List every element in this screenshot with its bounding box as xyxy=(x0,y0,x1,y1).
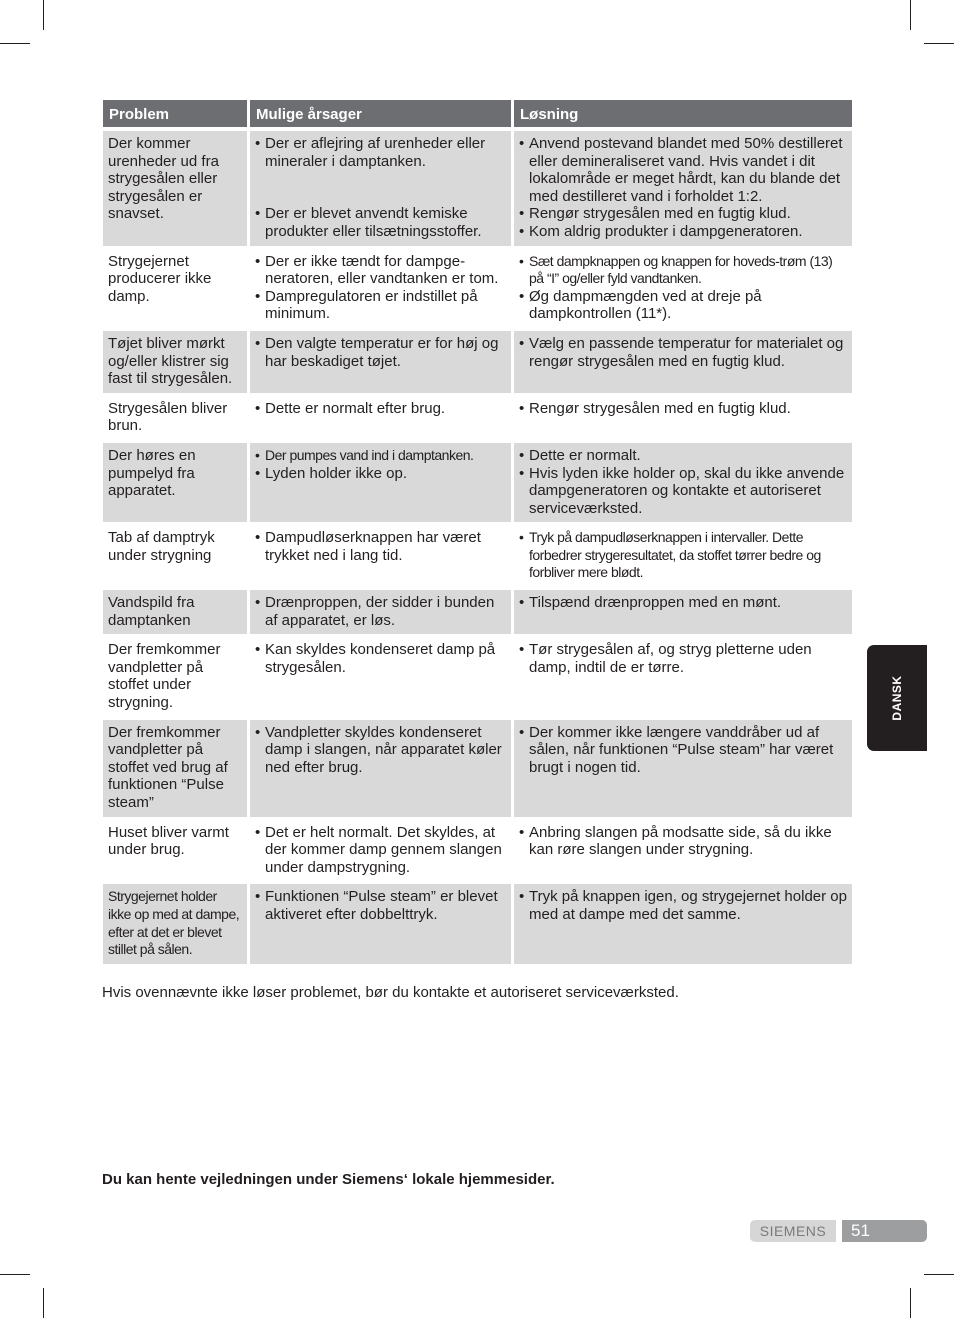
solution-item: • Rengør strygesålen med en fugtig klud. xyxy=(519,400,847,418)
solution-cell xyxy=(514,817,852,882)
cause-item: • Der er blevet anvendt kemiske produkter eller tilsætningsstoffer. xyxy=(255,205,506,240)
problem-cell: Strygesålen bliver brun. xyxy=(103,393,247,440)
table-row xyxy=(103,246,852,328)
cause-item: • Den valgte temperatur er for høj og har beskadiget tøjet. xyxy=(255,335,506,370)
table-row xyxy=(103,817,852,882)
language-tab-label: DANSK xyxy=(890,675,904,721)
causes-cell xyxy=(250,328,511,393)
problem-cell: Der kommer urenheder ud fra strygesålen eller strygesålen er snavset. xyxy=(103,127,247,246)
header-solution: Løsning xyxy=(514,100,852,127)
causes-cell xyxy=(250,717,511,817)
solution-cell xyxy=(514,246,852,328)
closing-note: Hvis ovennævnte ikke løser problemet, bør du kontakte et autoriseret serviceværksted. xyxy=(102,984,679,1001)
solution-item: • Hvis lyden ikke holder op, skal du ikke anvende dampgeneratoren og kontakte et autoriseret serviceværksted. xyxy=(519,465,847,518)
causes-cell xyxy=(250,440,511,522)
solution-cell xyxy=(514,127,852,246)
problem-cell: Der høres en pumpelyd fra apparatet. xyxy=(103,440,247,522)
solution-item: • Dette er normalt. xyxy=(519,447,847,465)
crop-mark xyxy=(924,43,954,44)
crop-mark xyxy=(910,1288,911,1318)
download-note: Du kan hente vejledningen under Siemens‘ lokale hjemmesider. xyxy=(102,1171,555,1188)
cause-item: • Der er ikke tændt for dampge-neratoren, eller vandtanken er tom. xyxy=(255,253,506,288)
table-row xyxy=(103,328,852,393)
crop-mark xyxy=(0,1274,30,1275)
solution-item: • Sæt dampknappen og knappen for hoveds-trøm (13) på “I” og/eller fyld vandtanken. xyxy=(519,253,847,288)
problem-cell: Tab af damptryk under strygning xyxy=(103,522,247,587)
causes-cell xyxy=(250,246,511,328)
solution-cell xyxy=(514,717,852,817)
table-header-row xyxy=(103,100,852,127)
solution-item: • Tryk på dampudløserknappen i intervaller. Dette forbedrer strygeresultatet, da stoffet tørrer bedre og forbliver mere blødt. xyxy=(519,529,847,582)
solution-item: • Anbring slangen på modsatte side, så du ikke kan røre slangen under strygning. xyxy=(519,824,847,859)
problem-cell: Vandspild fra damptanken xyxy=(103,587,247,634)
crop-mark xyxy=(910,0,911,30)
table-row xyxy=(103,587,852,634)
page-number: 51 xyxy=(842,1220,927,1242)
header-causes: Mulige årsager xyxy=(250,100,511,127)
crop-mark xyxy=(43,0,44,30)
causes-cell xyxy=(250,393,511,440)
problem-cell: Der fremkommer vandpletter på stoffet ved brug af funktionen “Pulse steam” xyxy=(103,717,247,817)
solution-item: • Øg dampmængden ved at dreje på dampkontrollen (11*). xyxy=(519,288,847,323)
solution-item: • Der kommer ikke længere vanddråber ud af sålen, når funktionen “Pulse steam” har været brugt i nogen tid. xyxy=(519,724,847,777)
cause-item: • Kan skyldes kondenseret damp på strygesålen. xyxy=(255,641,506,676)
solution-cell xyxy=(514,522,852,587)
troubleshooting-table xyxy=(100,100,855,964)
solution-cell xyxy=(514,634,852,716)
problem-cell: Der fremkommer vandpletter på stoffet under strygning. xyxy=(103,634,247,716)
cause-item: • Dette er normalt efter brug. xyxy=(255,400,506,418)
problem-cell: Huset bliver varmt under brug. xyxy=(103,817,247,882)
table-row xyxy=(103,717,852,817)
problem-cell: Strygejernet holder ikke op med at dampe, efter at det er blevet stillet på sålen. xyxy=(103,881,247,963)
crop-mark xyxy=(43,1288,44,1318)
footer-brand: SIEMENS xyxy=(750,1220,836,1242)
cause-item: • Det er helt normalt. Det skyldes, at der kommer damp gennem slangen under dampstrygning. xyxy=(255,824,506,877)
solution-item: • Vælg en passende temperatur for materialet og rengør strygesålen med en fugtig klud. xyxy=(519,335,847,370)
cause-item: • Dampudløserknappen har været trykket ned i lang tid. xyxy=(255,529,506,564)
table-row xyxy=(103,127,852,246)
table-row xyxy=(103,522,852,587)
table-row xyxy=(103,440,852,522)
solution-cell xyxy=(514,440,852,522)
causes-cell xyxy=(250,587,511,634)
table-row xyxy=(103,881,852,963)
causes-cell xyxy=(250,522,511,587)
cause-item: • Lyden holder ikke op. xyxy=(255,465,506,483)
causes-cell xyxy=(250,817,511,882)
cause-item: • Dampregulatoren er indstillet på minimum. xyxy=(255,288,506,323)
solution-cell xyxy=(514,328,852,393)
solution-cell xyxy=(514,881,852,963)
solution-cell xyxy=(514,393,852,440)
solution-cell xyxy=(514,587,852,634)
solution-item: • Rengør strygesålen med en fugtig klud. xyxy=(519,205,847,223)
cause-item: • Der pumpes vand ind i damptanken. xyxy=(255,447,506,465)
problem-cell: Tøjet bliver mørkt og/eller klistrer sig fast til strygesålen. xyxy=(103,328,247,393)
cause-item: • Drænproppen, der sidder i bunden af apparatet, er løs. xyxy=(255,594,506,629)
language-tab xyxy=(867,645,927,751)
cause-item: • Der er aflejring af urenheder eller mineraler i damptanken. xyxy=(255,135,506,170)
problem-cell: Strygejernet producerer ikke damp. xyxy=(103,246,247,328)
solution-item: • Tryk på knappen igen, og strygejernet holder op med at dampe med det samme. xyxy=(519,888,847,923)
header-problem: Problem xyxy=(103,100,247,127)
cause-item: • Funktionen “Pulse steam” er blevet aktiveret efter dobbelttryk. xyxy=(255,888,506,923)
cause-item: • Vandpletter skyldes kondenseret damp i slangen, når apparatet køler ned efter brug. xyxy=(255,724,506,777)
solution-item: • Tilspænd drænproppen med en mønt. xyxy=(519,594,847,612)
solution-item: • Anvend postevand blandet med 50% destilleret eller demineraliseret vand. Hvis vandet i dit lokalområde er meget hårdt, kan du blande det med destilleret vand i forholdet 1:2. xyxy=(519,135,847,205)
crop-mark xyxy=(924,1274,954,1275)
table-row xyxy=(103,634,852,716)
solution-item: • Kom aldrig produkter i dampgeneratoren. xyxy=(519,223,847,241)
causes-cell xyxy=(250,634,511,716)
table-row xyxy=(103,393,852,440)
causes-cell xyxy=(250,881,511,963)
causes-cell xyxy=(250,127,511,246)
solution-item: • Tør strygesålen af, og stryg pletterne uden damp, indtil de er tørre. xyxy=(519,641,847,676)
crop-mark xyxy=(0,43,30,44)
